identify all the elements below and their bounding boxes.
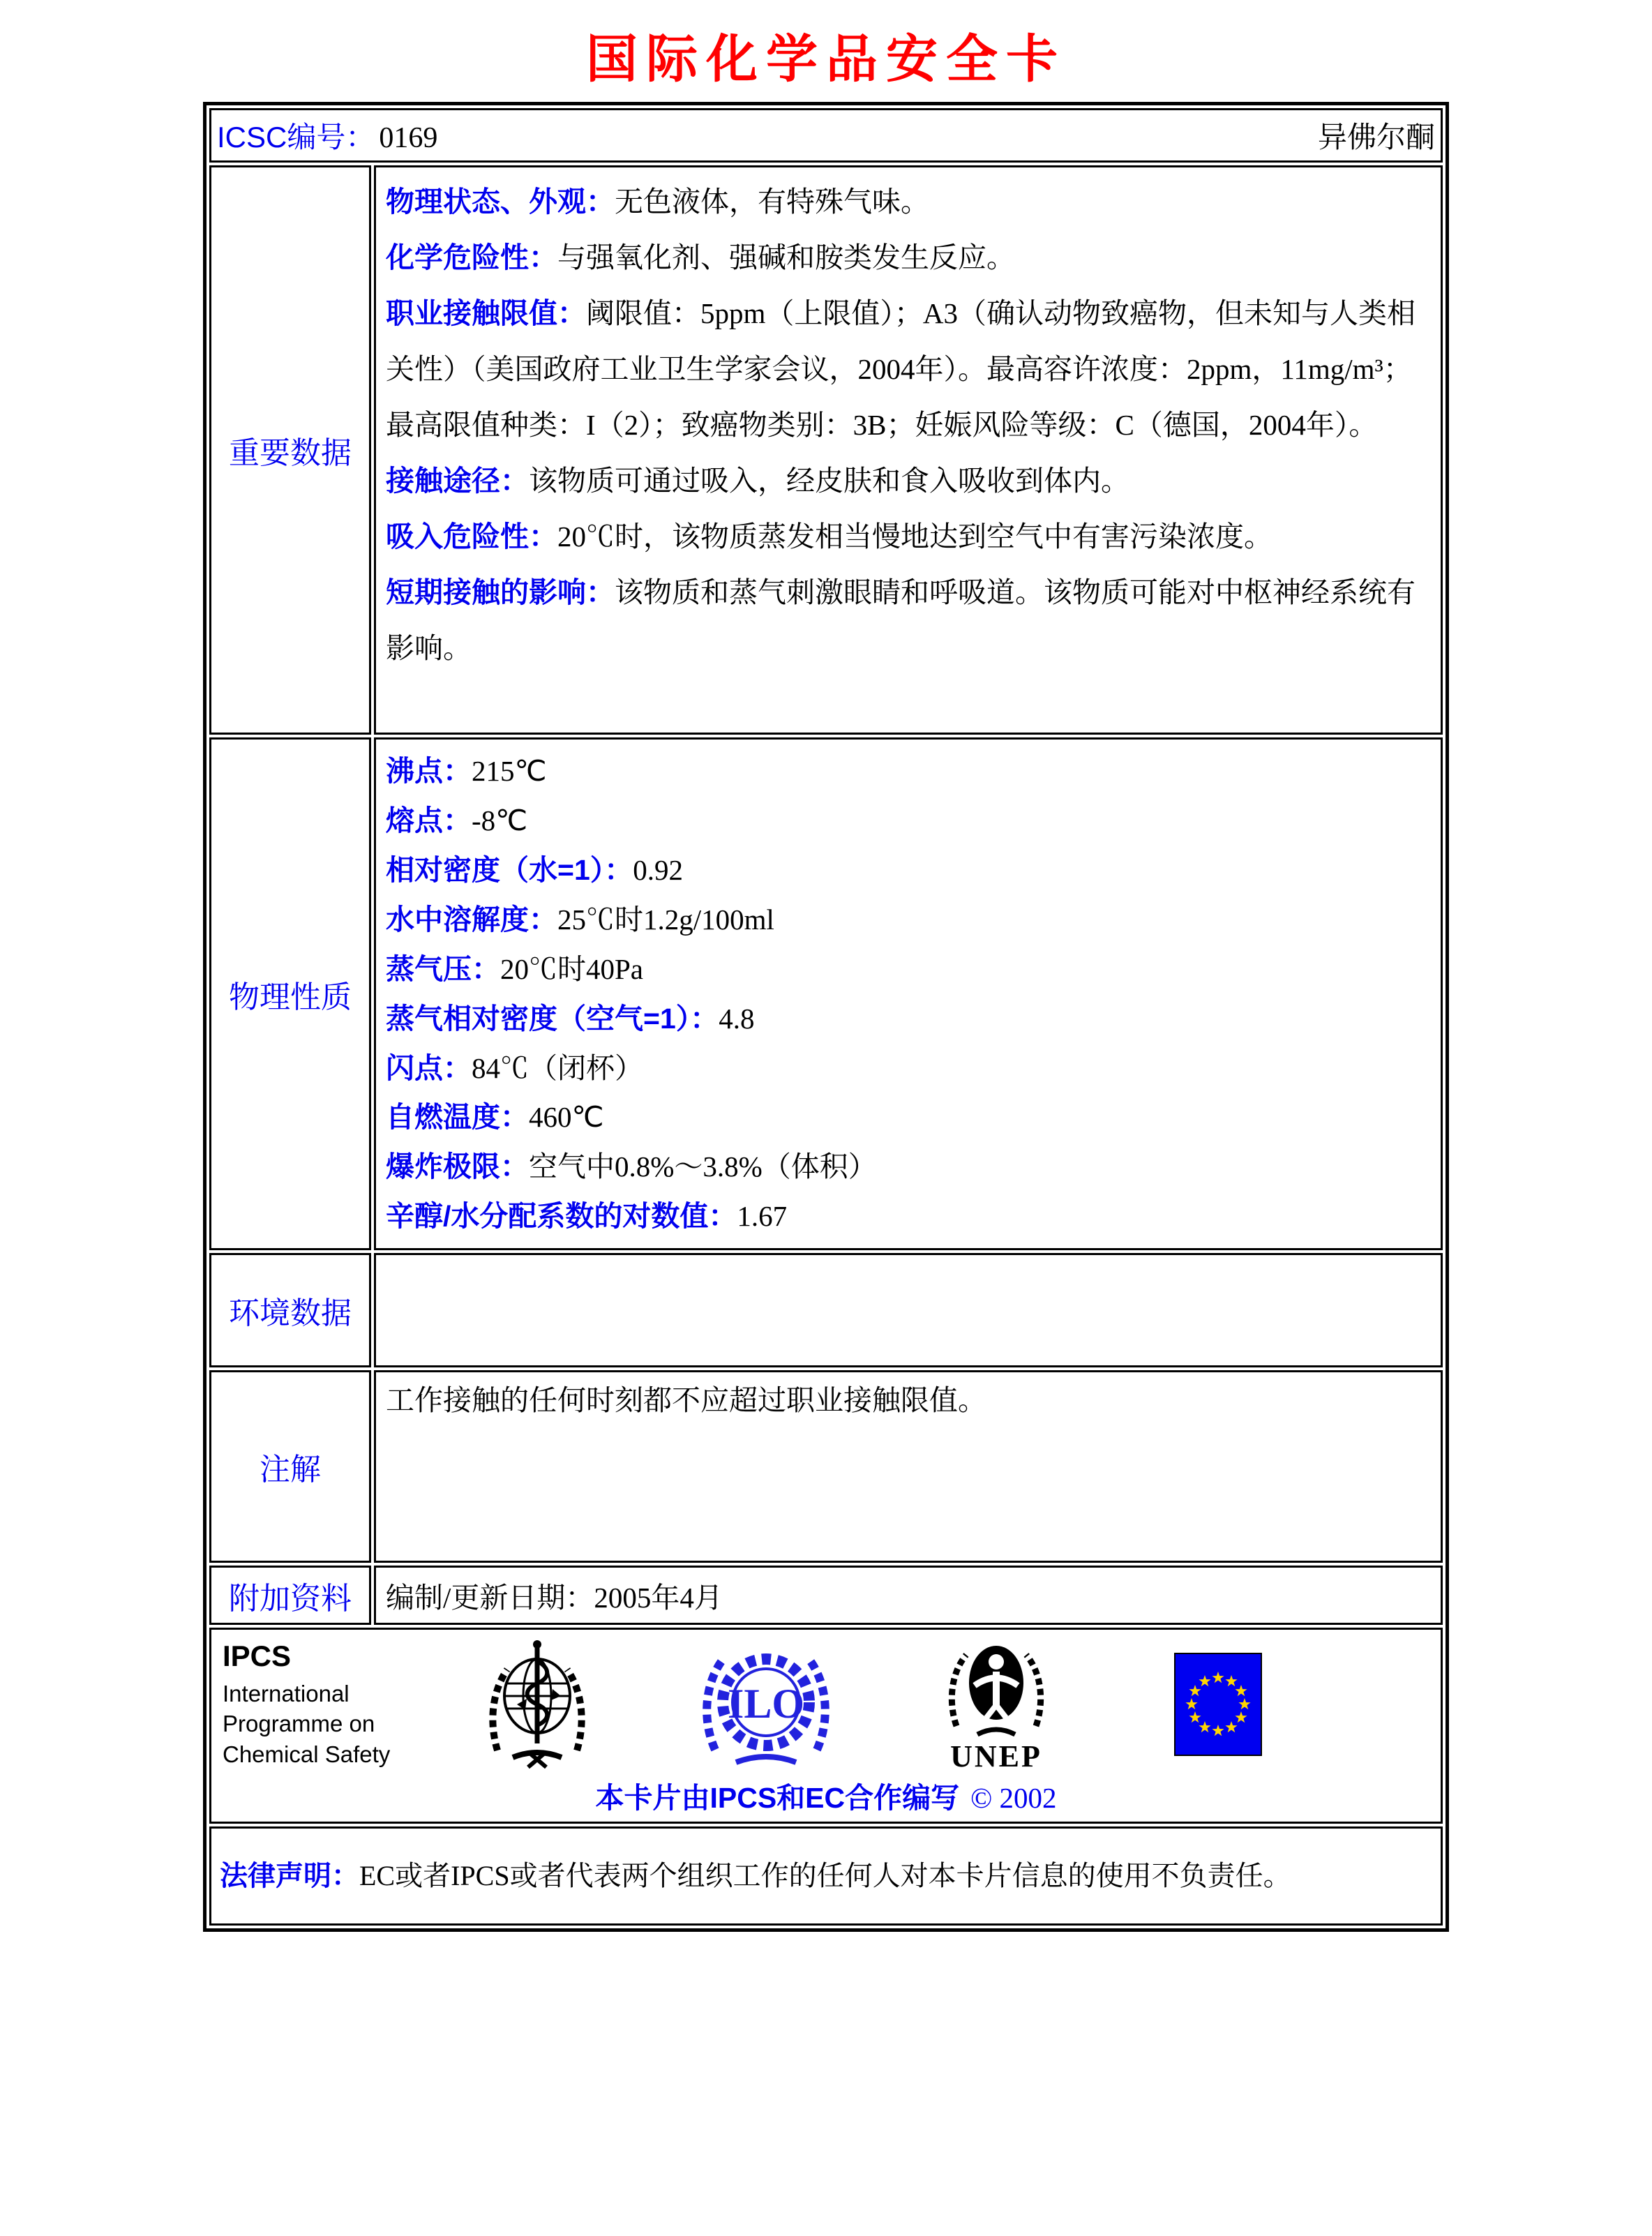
entry-value: 与强氧化剂、强碱和胺类发生反应。 [557,241,1015,273]
legal-row [209,1826,1443,1926]
ipcs-line: Programme on [223,1711,375,1737]
section-label-physical-properties: 物理性质 [209,737,371,1250]
physical-entry [386,895,1431,945]
unep-label: UNEP [950,1739,1042,1774]
physical-entry [386,1044,1431,1093]
entry-value: 无色液体，有特殊气味。 [615,186,929,218]
header-row [209,108,1443,163]
section-label-additional-info: 附加资料 [209,1566,371,1625]
physical-entry [386,1192,1431,1241]
entry-label: 相对密度（水=1）： [386,853,633,886]
chemical-name: 异佛尔酮 [1317,122,1435,154]
physical-entry [386,994,1431,1044]
icsc-number-label: ICSC编号： [217,121,375,153]
entry-label: 辛醇/水分配系数的对数值： [386,1200,737,1233]
physical-entry [386,796,1431,846]
important-data-row [209,165,1443,735]
ipcs-title: IPCS [223,1639,292,1672]
ipcs-text-block [223,1640,439,1770]
entry-label: 接触途径： [386,464,529,497]
important-entry [386,230,1431,286]
header-cell [209,108,1443,163]
page-title: 国际化学品安全卡 [586,30,1066,88]
entry-value: 空气中0.8%～3.8%（体积） [529,1150,877,1183]
entry-label: 化学危险性： [386,241,557,273]
entry-label: 蒸气压： [386,952,500,985]
entry-label: 沸点： [386,755,472,787]
physical-entry [386,746,1431,796]
entry-value: 460℃ [529,1101,604,1134]
important-entry [386,286,1431,453]
notes-content [374,1370,1443,1563]
entry-label: 职业接触限值： [386,297,586,329]
footer-caption [220,1775,1432,1816]
icsc-number-value: 0169 [379,122,438,154]
legal-text: EC或者IPCS或者代表两个组织工作的任何人对本卡片信息的使用不负责任。 [359,1860,1291,1892]
important-entry [386,509,1431,565]
legal-cell [209,1826,1443,1926]
footer-row [209,1628,1443,1824]
entry-value: 该物质和蒸气刺激眼睛和呼吸道。该物质可能对中枢神经系统有影响。 [386,576,1416,664]
entry-value: 0.92 [633,853,683,886]
physical-entry [386,846,1431,895]
eu-flag-icon [1174,1653,1262,1756]
who-logo-icon [486,1637,588,1771]
environmental-data-row [209,1253,1443,1367]
section-label-notes: 注解 [209,1370,371,1563]
important-entry [386,565,1431,677]
section-label-important-data: 重要数据 [209,165,371,735]
important-data-content [374,165,1443,735]
entry-value: 该物质可通过吸入，经皮肤和食入吸收到体内。 [529,464,1129,497]
additional-info-content [374,1566,1443,1625]
entry-value: 20℃时，该物质蒸发相当慢地达到空气中有害污染浓度。 [557,520,1272,553]
additional-info-row [209,1566,1443,1625]
entry-label: 闪点： [386,1051,472,1084]
ipcs-line: Chemical Safety [223,1741,391,1767]
entry-value: 阈限值：5ppm（上限值）；A3（确认动物致癌物，但未知与人类相关性）（美国政府工业卫生学家会议，2004年）。最高容许浓度：2ppm，11mg/m³；最高限值种类：I（2）；致癌物类别：3B；妊娠风险等级：C（德国，2004年）。 [386,297,1416,441]
notes-row [209,1370,1443,1563]
environmental-data-content [374,1253,1443,1367]
physical-entry [386,1142,1431,1192]
entry-label: 短期接触的影响： [386,576,615,608]
entry-label: 爆炸极限： [386,1150,529,1183]
notes-text: 工作接触的任何时刻都不应超过职业接触限值。 [386,1384,986,1417]
footer-credit: 本卡片由IPCS和EC合作编写 [595,1782,960,1815]
entry-value: 20℃时40Pa [500,952,643,985]
entry-label: 物理状态、外观： [386,186,615,218]
entry-label: 吸入危险性： [386,520,557,553]
icsc-table [206,105,1446,1928]
icsc-number-group [217,114,437,156]
icsc-card [203,102,1449,1932]
unep-logo-icon [944,1637,1049,1740]
physical-properties-row [209,737,1443,1250]
important-entry [386,174,1431,230]
footer-cell [209,1628,1443,1824]
footer-copyright: © 2002 [970,1782,1057,1815]
additional-info-text: 编制/更新日期：2005年4月 [386,1582,723,1614]
physical-entry [386,945,1431,994]
entry-label: 自燃温度： [386,1101,529,1134]
entry-value: 84℃（闭杯） [472,1051,643,1084]
logos-row [220,1635,1432,1773]
unep-logo-block [944,1637,1049,1772]
section-label-environmental-data: 环境数据 [209,1253,371,1367]
entry-value: 215℃ [472,755,547,787]
legal-label: 法律声明： [220,1861,359,1892]
entry-value: 4.8 [719,1002,755,1035]
legal-line [220,1856,1432,1896]
physical-entry [386,1093,1431,1142]
ilo-logo-icon [700,1638,832,1771]
entry-label: 熔点： [386,804,472,836]
entry-value: -8℃ [472,804,528,836]
important-entry [386,453,1431,509]
ipcs-line: International [223,1680,350,1706]
entry-label: 水中溶解度： [386,903,557,936]
entry-value: 25℃时1.2g/100ml [557,903,774,936]
entry-label: 蒸气相对密度（空气=1）： [386,1002,719,1035]
physical-properties-content [374,737,1443,1250]
entry-value: 1.67 [737,1200,788,1233]
ilo-label: ILO [727,1681,805,1727]
